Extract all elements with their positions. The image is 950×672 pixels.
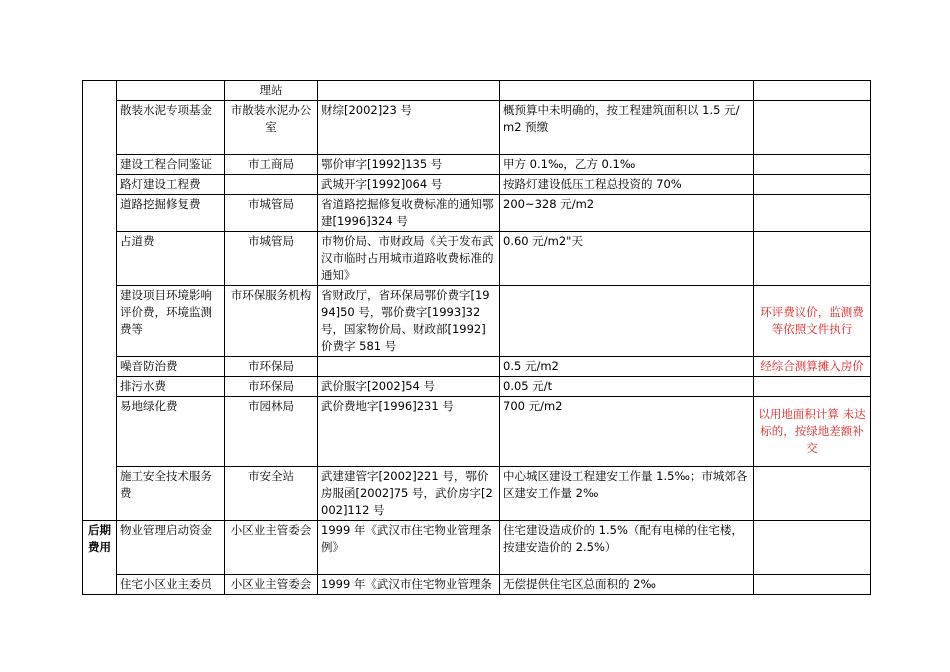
fee-row [83,101,871,155]
agency-cell [225,175,318,195]
agency-cell: 市城管局 [225,232,318,286]
fee-row [83,467,871,521]
name-cell: 施工安全技术服务费 [117,467,225,521]
basis-cell [318,81,500,101]
basis-cell: 省财政厅，省环保局鄂价费字[1994]50 号，鄂价费字[1993]32 号，国家物价局、财政部[1992]价费字 581 号 [318,286,500,357]
agency-cell: 市环保服务机构 [225,286,318,357]
name-cell: 易地绿化费 [117,397,225,467]
standard-cell: 概预算中未明确的，按工程建筑面积以 1.5 元/m2 预缴 [500,101,754,155]
fee-row [83,232,871,286]
agency-cell: 市安全站 [225,467,318,521]
agency-cell: 市环保局 [225,357,318,377]
name-cell: 排污水费 [117,377,225,397]
fee-row [83,377,871,397]
name-cell: 噪音防治费 [117,357,225,377]
basis-cell: 武城开字[1992]064 号 [318,175,500,195]
agency-cell: 市环保局 [225,377,318,397]
basis-cell: 财综[2002]23 号 [318,101,500,155]
fee-row [83,286,871,357]
name-cell: 路灯建设工程费 [117,175,225,195]
basis-cell: 市物价局、市财政局《关于发布武汉市临时占用城市道路收费标准的通知》 [318,232,500,286]
basis-cell: 武建建管字[2002]221 号，鄂价房服函[2002]75 号，武价房字[2002]112 号 [318,467,500,521]
note-cell [754,521,871,575]
name-cell: 建设项目环境影响评价费，环境监测费等 [117,286,225,357]
category-cell-later: 后期费用 [83,521,117,595]
name-cell: 散装水泥专项基金 [117,101,225,155]
note-cell [754,575,871,595]
fee-row [83,397,871,467]
note-cell [754,232,871,286]
name-cell [117,81,225,101]
fee-row [83,175,871,195]
note-cell: 以用地面积计算 未达标的，按绿地差额补交 [754,397,871,467]
note-cell [754,467,871,521]
standard-cell: 无偿提供住宅区总面积的 2‰ [500,575,754,595]
agency-cell: 市工商局 [225,155,318,175]
agency-cell: 小区业主管委会 [225,575,318,595]
fee-row [83,81,871,101]
name-cell: 住宅小区业主委员 [117,575,225,595]
standard-cell: 住宅建设造成价的 1.5%（配有电梯的住宅楼，按建安造价的 2.5%） [500,521,754,575]
basis-cell [318,357,500,377]
standard-cell: 0.05 元/t [500,377,754,397]
note-cell: 经综合测算摊入房价 [754,357,871,377]
note-cell [754,101,871,155]
fee-row [83,575,871,595]
agency-cell: 市园林局 [225,397,318,467]
note-cell [754,377,871,397]
note-cell [754,155,871,175]
standard-cell: 0.60 元/m2"天 [500,232,754,286]
fee-row [83,155,871,175]
agency-cell: 理站 [225,81,318,101]
basis-cell: 鄂价审字[1992]135 号 [318,155,500,175]
agency-cell: 市城管局 [225,195,318,232]
fee-row [83,357,871,377]
fee-table-body [83,81,871,595]
standard-cell: 0.5 元/m2 [500,357,754,377]
note-cell [754,195,871,232]
standard-cell: 按路灯建设低压工程总投资的 70% [500,175,754,195]
name-cell: 物业管理启动资金 [117,521,225,575]
fee-row [83,195,871,232]
basis-cell: 武价费地字[1996]231 号 [318,397,500,467]
standard-cell [500,286,754,357]
standard-cell [500,81,754,101]
standard-cell: 700 元/m2 [500,397,754,467]
category-cell [83,81,117,521]
agency-cell: 市散装水泥办公室 [225,101,318,155]
note-cell [754,175,871,195]
agency-cell: 小区业主管委会 [225,521,318,575]
standard-cell: 中心城区建设工程建安工作量 1.5‰；市城郊各区建安工作量 2‰ [500,467,754,521]
fee-table [82,80,871,595]
basis-cell: 武价服字[2002]54 号 [318,377,500,397]
basis-cell: 1999 年《武汉市住宅物业管理条 [318,575,500,595]
basis-cell: 省道路挖掘修复收费标准的通知鄂建[1996]324 号 [318,195,500,232]
name-cell: 建设工程合同鉴证 [117,155,225,175]
fee-row [83,521,871,575]
standard-cell: 200~328 元/m2 [500,195,754,232]
standard-cell: 甲方 0.1‰，乙方 0.1‰ [500,155,754,175]
note-cell: 环评费议价，监测费等依照文件执行 [754,286,871,357]
name-cell: 道路挖掘修复费 [117,195,225,232]
name-cell: 占道费 [117,232,225,286]
basis-cell: 1999 年《武汉市住宅物业管理条例》 [318,521,500,575]
note-cell [754,81,871,101]
